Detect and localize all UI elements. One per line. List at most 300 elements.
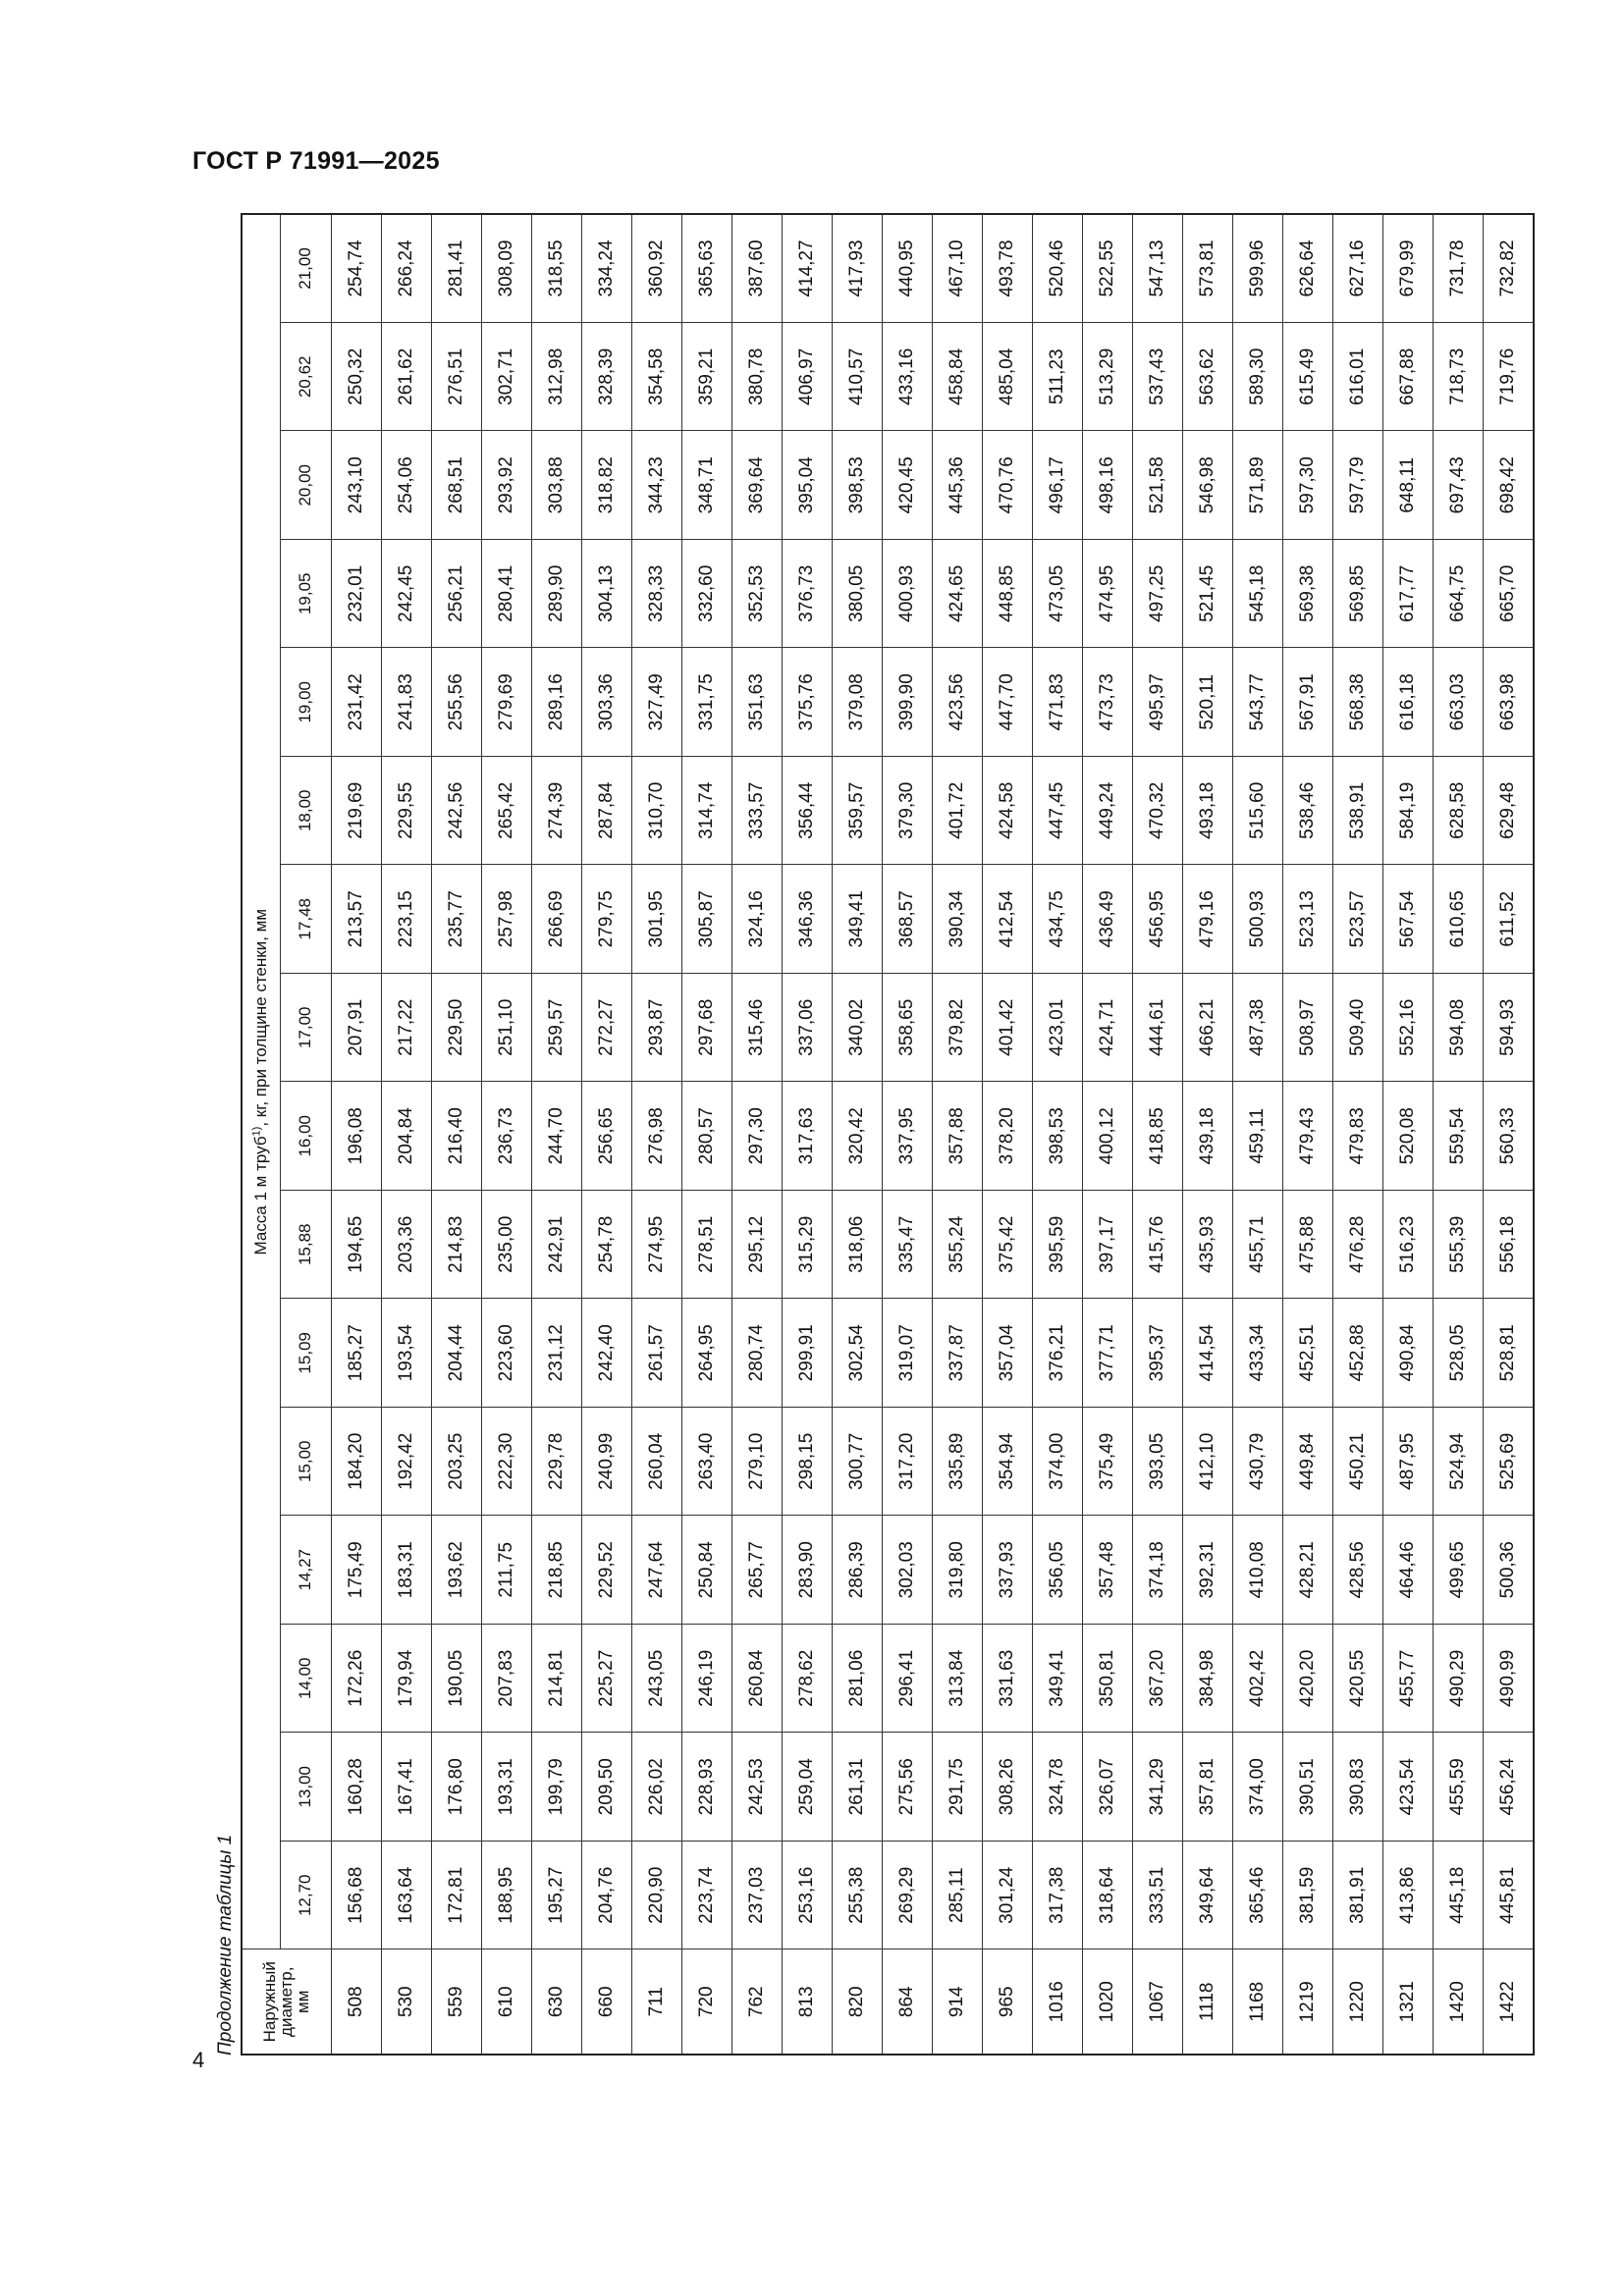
mass-value-cell: 289,90 [531,540,581,649]
mass-value-cell: 207,91 [331,974,381,1083]
outer-diameter-header [242,1949,331,2055]
mass-value-cell: 280,74 [731,1299,782,1408]
mass-value-cell: 193,62 [431,1516,481,1625]
mass-value-cell: 516,23 [1382,1191,1433,1300]
mass-value-cell: 335,89 [932,1408,982,1517]
mass-value-cell: 179,94 [381,1625,431,1734]
table-row [431,214,481,2055]
mass-value-cell: 626,64 [1282,214,1332,323]
mass-value-cell: 337,06 [782,974,832,1083]
mass-value-cell: 349,41 [1032,1625,1082,1734]
mass-value-cell: 359,21 [681,323,731,432]
mass-value-cell: 420,45 [882,431,932,540]
mass-value-cell: 475,88 [1282,1191,1332,1300]
mass-value-cell: 287,84 [581,757,631,866]
mass-value-cell: 276,98 [631,1082,681,1191]
mass-value-cell: 261,31 [832,1733,882,1842]
mass-value-cell: 464,46 [1382,1516,1433,1625]
outer-diameter-cell: 914 [932,1949,982,2055]
mass-value-cell: 331,75 [681,648,731,757]
mass-value-cell: 261,57 [631,1299,681,1408]
mass-value-cell: 376,73 [782,540,832,649]
mass-value-cell: 256,21 [431,540,481,649]
mass-value-cell: 495,97 [1132,648,1182,757]
mass-value-cell: 615,49 [1282,323,1332,432]
table-row [1132,214,1182,2055]
mass-value-cell: 333,57 [731,757,782,866]
mass-value-cell: 543,77 [1232,648,1282,757]
mass-value-cell: 571,89 [1232,431,1282,540]
mass-value-cell: 493,78 [982,214,1032,323]
mass-value-cell: 698,42 [1483,431,1534,540]
mass-value-cell: 467,10 [932,214,982,323]
mass-value-cell: 268,51 [431,431,481,540]
mass-value-cell: 513,29 [1082,323,1132,432]
mass-value-cell: 376,21 [1032,1299,1082,1408]
mass-value-cell: 395,04 [782,431,832,540]
mass-value-cell: 368,57 [882,865,932,974]
mass-value-cell: 185,27 [331,1299,381,1408]
table-row [1282,214,1332,2055]
outer-diameter-cell: 530 [381,1949,431,2055]
mass-value-cell: 272,27 [581,974,631,1083]
mass-value-cell: 399,90 [882,648,932,757]
mass-value-cell: 241,83 [381,648,431,757]
mass-value-cell: 278,62 [782,1625,832,1734]
outer-diameter-cell: 610 [481,1949,531,2055]
mass-value-cell: 471,83 [1032,648,1082,757]
mass-value-cell: 415,76 [1132,1191,1182,1300]
mass-value-cell: 524,94 [1433,1408,1483,1517]
mass-value-cell: 447,45 [1032,757,1082,866]
mass-value-cell: 406,97 [782,323,832,432]
mass-value-cell: 357,04 [982,1299,1032,1408]
wall-thickness-header: 14,00 [280,1625,331,1734]
mass-value-cell: 264,95 [681,1299,731,1408]
mass-value-cell: 367,20 [1132,1625,1182,1734]
page-number: 4 [192,2048,205,2072]
mass-value-cell: 183,31 [381,1516,431,1625]
mass-value-cell: 250,32 [331,323,381,432]
wall-thickness-header: 13,00 [280,1733,331,1842]
outer-diameter-cell: 965 [982,1949,1032,2055]
mass-value-cell: 240,99 [581,1408,631,1517]
mass-value-cell: 444,61 [1132,974,1182,1083]
mass-value-cell: 319,80 [932,1516,982,1625]
mass-value-cell: 597,79 [1332,431,1382,540]
mass-value-cell: 398,53 [1032,1082,1082,1191]
mass-value-cell: 449,24 [1082,757,1132,866]
mass-value-cell: 456,95 [1132,865,1182,974]
mass-value-cell: 523,57 [1332,865,1382,974]
mass-value-cell: 359,57 [832,757,882,866]
table-row [1483,214,1534,2055]
outer-diameter-cell: 1420 [1433,1949,1483,2055]
mass-value-cell: 346,36 [782,865,832,974]
mass-value-cell: 410,08 [1232,1516,1282,1625]
mass-value-cell: 589,30 [1232,323,1282,432]
mass-value-cell: 172,26 [331,1625,381,1734]
mass-value-cell: 547,13 [1132,214,1182,323]
mass-value-cell: 355,24 [932,1191,982,1300]
mass-value-cell: 301,24 [982,1842,1032,1950]
mass-value-cell: 523,13 [1282,865,1332,974]
mass-value-cell: 412,54 [982,865,1032,974]
mass-value-cell: 280,57 [681,1082,731,1191]
mass-value-cell: 275,56 [882,1733,932,1842]
mass-value-cell: 390,51 [1282,1733,1332,1842]
mass-value-cell: 266,24 [381,214,431,323]
mass-value-cell: 285,11 [932,1842,982,1950]
mass-value-cell: 298,15 [782,1408,832,1517]
mass-value-cell: 487,95 [1382,1408,1433,1517]
mass-value-cell: 302,71 [481,323,531,432]
mass-value-cell: 538,46 [1282,757,1332,866]
mass-value-cell: 261,62 [381,323,431,432]
mass-value-cell: 402,42 [1232,1625,1282,1734]
outer-diameter-cell: 508 [331,1949,381,2055]
mass-value-cell: 281,06 [832,1625,882,1734]
wall-thickness-header: 18,00 [280,757,331,866]
mass-value-cell: 358,65 [882,974,932,1083]
mass-value-cell: 663,03 [1433,648,1483,757]
mass-value-cell: 392,31 [1182,1516,1232,1625]
mass-value-cell: 697,43 [1433,431,1483,540]
mass-value-cell: 537,43 [1132,323,1182,432]
mass-value-cell: 499,65 [1433,1516,1483,1625]
wall-thickness-header: 12,70 [280,1842,331,1950]
mass-value-cell: 356,44 [782,757,832,866]
mass-value-cell: 303,88 [531,431,581,540]
mass-value-cell: 500,36 [1483,1516,1534,1625]
mass-value-cell: 167,41 [381,1733,431,1842]
mass-value-cell: 414,54 [1182,1299,1232,1408]
mass-header-tail: , кг, при толщине стенки, мм [250,908,270,1127]
mass-value-cell: 563,62 [1182,323,1232,432]
table-row [932,214,982,2055]
wall-thickness-header: 17,00 [280,974,331,1083]
mass-value-cell: 337,93 [982,1516,1032,1625]
mass-value-cell: 511,23 [1032,323,1082,432]
mass-value-cell: 560,33 [1483,1082,1534,1191]
mass-value-cell: 515,60 [1232,757,1282,866]
mass-value-cell: 231,12 [531,1299,581,1408]
pipe-mass-table [241,213,1535,2056]
outer-diameter-cell: 1219 [1282,1949,1332,2055]
mass-value-cell: 569,38 [1282,540,1332,649]
mass-value-cell: 259,04 [782,1733,832,1842]
mass-value-cell: 496,17 [1032,431,1082,540]
mass-value-cell: 324,16 [731,865,782,974]
mass-value-cell: 274,95 [631,1191,681,1300]
mass-value-cell: 315,46 [731,974,782,1083]
mass-value-cell: 188,95 [481,1842,531,1950]
mass-value-cell: 172,81 [431,1842,481,1950]
mass-value-cell: 300,77 [832,1408,882,1517]
mass-value-cell: 459,11 [1232,1082,1282,1191]
mass-value-cell: 452,51 [1282,1299,1332,1408]
mass-value-cell: 423,56 [932,648,982,757]
mass-value-cell: 222,30 [481,1408,531,1517]
outer-diameter-cell: 630 [531,1949,581,2055]
table-row [631,214,681,2055]
mass-value-cell: 440,95 [882,214,932,323]
mass-value-cell: 351,63 [731,648,782,757]
mass-value-cell: 320,42 [832,1082,882,1191]
wall-thickness-header: 17,48 [280,865,331,974]
mass-value-cell: 400,12 [1082,1082,1132,1191]
mass-value-cell: 204,84 [381,1082,431,1191]
mass-value-cell: 629,48 [1483,757,1534,866]
mass-value-cell: 250,84 [681,1516,731,1625]
table-row [882,214,932,2055]
wall-thickness-header: 15,88 [280,1191,331,1300]
mass-value-cell: 508,97 [1282,974,1332,1083]
outer-diameter-cell: 1422 [1483,1949,1534,2055]
mass-value-cell: 616,01 [1332,323,1382,432]
mass-value-cell: 231,42 [331,648,381,757]
mass-value-cell: 299,91 [782,1299,832,1408]
mass-value-cell: 326,07 [1082,1733,1132,1842]
mass-value-cell: 665,70 [1483,540,1534,649]
table-row [731,214,782,2055]
mass-value-cell: 732,82 [1483,214,1534,323]
rotated-table-block [215,215,1518,2056]
mass-value-cell: 260,04 [631,1408,681,1517]
mass-value-cell: 470,32 [1132,757,1182,866]
mass-value-cell: 333,51 [1132,1842,1182,1950]
mass-value-cell: 567,54 [1382,865,1433,974]
outer-diameter-cell: 820 [832,1949,882,2055]
mass-value-cell: 420,55 [1332,1625,1382,1734]
mass-value-cell: 479,43 [1282,1082,1332,1191]
mass-value-cell: 217,22 [381,974,431,1083]
mass-value-cell: 242,45 [381,540,431,649]
mass-value-cell: 223,15 [381,865,431,974]
mass-value-cell: 435,93 [1182,1191,1232,1300]
mass-value-cell: 324,78 [1032,1733,1082,1842]
mass-value-cell: 357,81 [1182,1733,1232,1842]
mass-value-cell: 255,38 [832,1842,882,1950]
mass-value-cell: 718,73 [1433,323,1483,432]
mass-value-cell: 594,93 [1483,974,1534,1083]
mass-value-cell: 229,78 [531,1408,581,1517]
wall-thickness-header: 15,00 [280,1408,331,1517]
mass-value-cell: 378,20 [982,1082,1032,1191]
mass-value-cell: 433,16 [882,323,932,432]
mass-value-cell: 280,41 [481,540,531,649]
mass-value-cell: 313,84 [932,1625,982,1734]
table-row [1232,214,1282,2055]
mass-value-cell: 436,49 [1082,865,1132,974]
mass-value-cell: 379,82 [932,974,982,1083]
mass-value-cell: 308,09 [481,214,531,323]
mass-value-cell: 474,95 [1082,540,1132,649]
mass-value-cell: 423,01 [1032,974,1082,1083]
mass-value-cell: 433,34 [1232,1299,1282,1408]
outer-diameter-cell: 762 [731,1949,782,2055]
mass-value-cell: 259,57 [531,974,581,1083]
mass-value-cell: 573,81 [1182,214,1232,323]
mass-value-cell: 297,30 [731,1082,782,1191]
mass-value-cell: 545,18 [1232,540,1282,649]
mass-value-cell: 599,96 [1232,214,1282,323]
table-row [1332,214,1382,2055]
mass-value-cell: 628,58 [1433,757,1483,866]
mass-value-cell: 293,87 [631,974,681,1083]
mass-value-cell: 283,90 [782,1516,832,1625]
mass-value-cell: 374,00 [1232,1733,1282,1842]
mass-value-cell: 470,76 [982,431,1032,540]
mass-value-cell: 254,06 [381,431,431,540]
mass-value-cell: 428,56 [1332,1516,1382,1625]
mass-value-cell: 455,77 [1382,1625,1433,1734]
mass-value-cell: 375,76 [782,648,832,757]
mass-value-cell: 354,58 [631,323,681,432]
document-header: ГОСТ Р 71991—2025 [192,147,440,175]
mass-value-cell: 445,81 [1483,1842,1534,1950]
mass-value-cell: 335,47 [882,1191,932,1300]
mass-value-cell: 365,63 [681,214,731,323]
mass-value-cell: 520,11 [1182,648,1232,757]
outer-diameter-cell: 660 [581,1949,631,2055]
mass-value-cell: 414,27 [782,214,832,323]
mass-value-cell: 357,48 [1082,1516,1132,1625]
table-row [581,214,631,2055]
mass-value-cell: 220,90 [631,1842,681,1950]
mass-value-cell: 552,16 [1382,974,1433,1083]
mass-value-cell: 500,93 [1232,865,1282,974]
mass-value-cell: 310,70 [631,757,681,866]
mass-value-cell: 278,51 [681,1191,731,1300]
mass-value-cell: 223,60 [481,1299,531,1408]
mass-value-cell: 384,98 [1182,1625,1232,1734]
wall-thickness-header: 14,27 [280,1516,331,1625]
mass-value-cell: 493,18 [1182,757,1232,866]
mass-value-cell: 555,39 [1433,1191,1483,1300]
mass-value-cell: 509,40 [1332,974,1382,1083]
mass-value-cell: 214,81 [531,1625,581,1734]
outer-diameter-cell: 1067 [1132,1949,1182,2055]
mass-value-cell: 611,52 [1483,865,1534,974]
mass-value-cell: 349,64 [1182,1842,1232,1950]
mass-value-cell: 291,75 [932,1733,982,1842]
mass-value-cell: 190,05 [431,1625,481,1734]
mass-value-cell: 430,79 [1232,1408,1282,1517]
mass-value-cell: 213,57 [331,865,381,974]
mass-value-cell: 487,38 [1232,974,1282,1083]
mass-value-cell: 279,75 [581,865,631,974]
mass-value-cell: 229,55 [381,757,431,866]
mass-value-cell: 455,71 [1232,1191,1282,1300]
mass-value-cell: 242,91 [531,1191,581,1300]
mass-value-cell: 354,94 [982,1408,1032,1517]
mass-value-cell: 260,84 [731,1625,782,1734]
table-row [681,214,731,2055]
mass-value-cell: 387,60 [731,214,782,323]
mass-value-cell: 476,28 [1332,1191,1382,1300]
mass-value-cell: 302,54 [832,1299,882,1408]
wall-thickness-header: 19,05 [280,540,331,649]
outer-diameter-cell: 559 [431,1949,481,2055]
outer-diameter-cell: 1321 [1382,1949,1433,2055]
mass-value-cell: 490,29 [1433,1625,1483,1734]
mass-value-cell: 479,83 [1332,1082,1382,1191]
mass-value-cell: 498,16 [1082,431,1132,540]
mass-value-cell: 365,46 [1232,1842,1282,1950]
mass-value-cell: 194,65 [331,1191,381,1300]
mass-value-cell: 428,21 [1282,1516,1332,1625]
outer-diameter-header-line: мм [294,1990,313,2013]
mass-value-cell: 423,54 [1382,1733,1433,1842]
mass-value-cell: 232,01 [331,540,381,649]
outer-diameter-cell: 711 [631,1949,681,2055]
outer-diameter-header-line: Наружный [260,1961,280,2043]
mass-value-cell: 219,69 [331,757,381,866]
mass-value-cell: 156,68 [331,1842,381,1950]
mass-value-cell: 295,12 [731,1191,782,1300]
mass-value-cell: 301,95 [631,865,681,974]
mass-value-cell: 375,42 [982,1191,1032,1300]
outer-diameter-cell: 1168 [1232,1949,1282,2055]
wall-thickness-header: 21,00 [280,214,331,323]
mass-value-cell: 381,91 [1332,1842,1382,1950]
mass-value-cell: 398,53 [832,431,882,540]
mass-value-cell: 445,18 [1433,1842,1483,1950]
mass-value-cell: 337,95 [882,1082,932,1191]
mass-value-cell: 266,69 [531,865,581,974]
mass-value-cell: 251,10 [481,974,531,1083]
outer-diameter-cell: 864 [882,1949,932,2055]
mass-value-cell: 424,58 [982,757,1032,866]
mass-value-cell: 281,41 [431,214,481,323]
mass-value-cell: 289,16 [531,648,581,757]
mass-value-cell: 192,42 [381,1408,431,1517]
mass-value-cell: 175,49 [331,1516,381,1625]
mass-value-cell: 340,02 [832,974,882,1083]
mass-value-cell: 380,78 [731,323,782,432]
mass-value-cell: 473,05 [1032,540,1082,649]
mass-value-cell: 567,91 [1282,648,1332,757]
mass-value-cell: 255,56 [431,648,481,757]
mass-value-cell: 379,30 [882,757,932,866]
mass-value-cell: 497,25 [1132,540,1182,649]
mass-value-cell: 305,87 [681,865,731,974]
mass-value-cell: 207,83 [481,1625,531,1734]
mass-value-cell: 525,69 [1483,1408,1534,1517]
mass-value-cell: 393,05 [1132,1408,1182,1517]
mass-value-cell: 412,10 [1182,1408,1232,1517]
mass-value-cell: 356,05 [1032,1516,1082,1625]
mass-value-cell: 597,30 [1282,431,1332,540]
mass-value-cell: 381,59 [1282,1842,1332,1950]
table-row [531,214,581,2055]
mass-value-cell: 317,20 [882,1408,932,1517]
mass-value-cell: 318,64 [1082,1842,1132,1950]
mass-value-cell: 490,84 [1382,1299,1433,1408]
mass-value-cell: 235,77 [431,865,481,974]
mass-value-cell: 664,75 [1433,540,1483,649]
mass-value-cell: 380,05 [832,540,882,649]
mass-value-cell: 279,10 [731,1408,782,1517]
mass-value-cell: 352,53 [731,540,782,649]
mass-group-header [242,214,280,1949]
wall-thickness-header: 20,62 [280,323,331,432]
mass-value-cell: 410,57 [832,323,882,432]
mass-value-cell: 302,03 [882,1516,932,1625]
outer-diameter-cell: 1016 [1032,1949,1082,2055]
mass-value-cell: 263,40 [681,1408,731,1517]
